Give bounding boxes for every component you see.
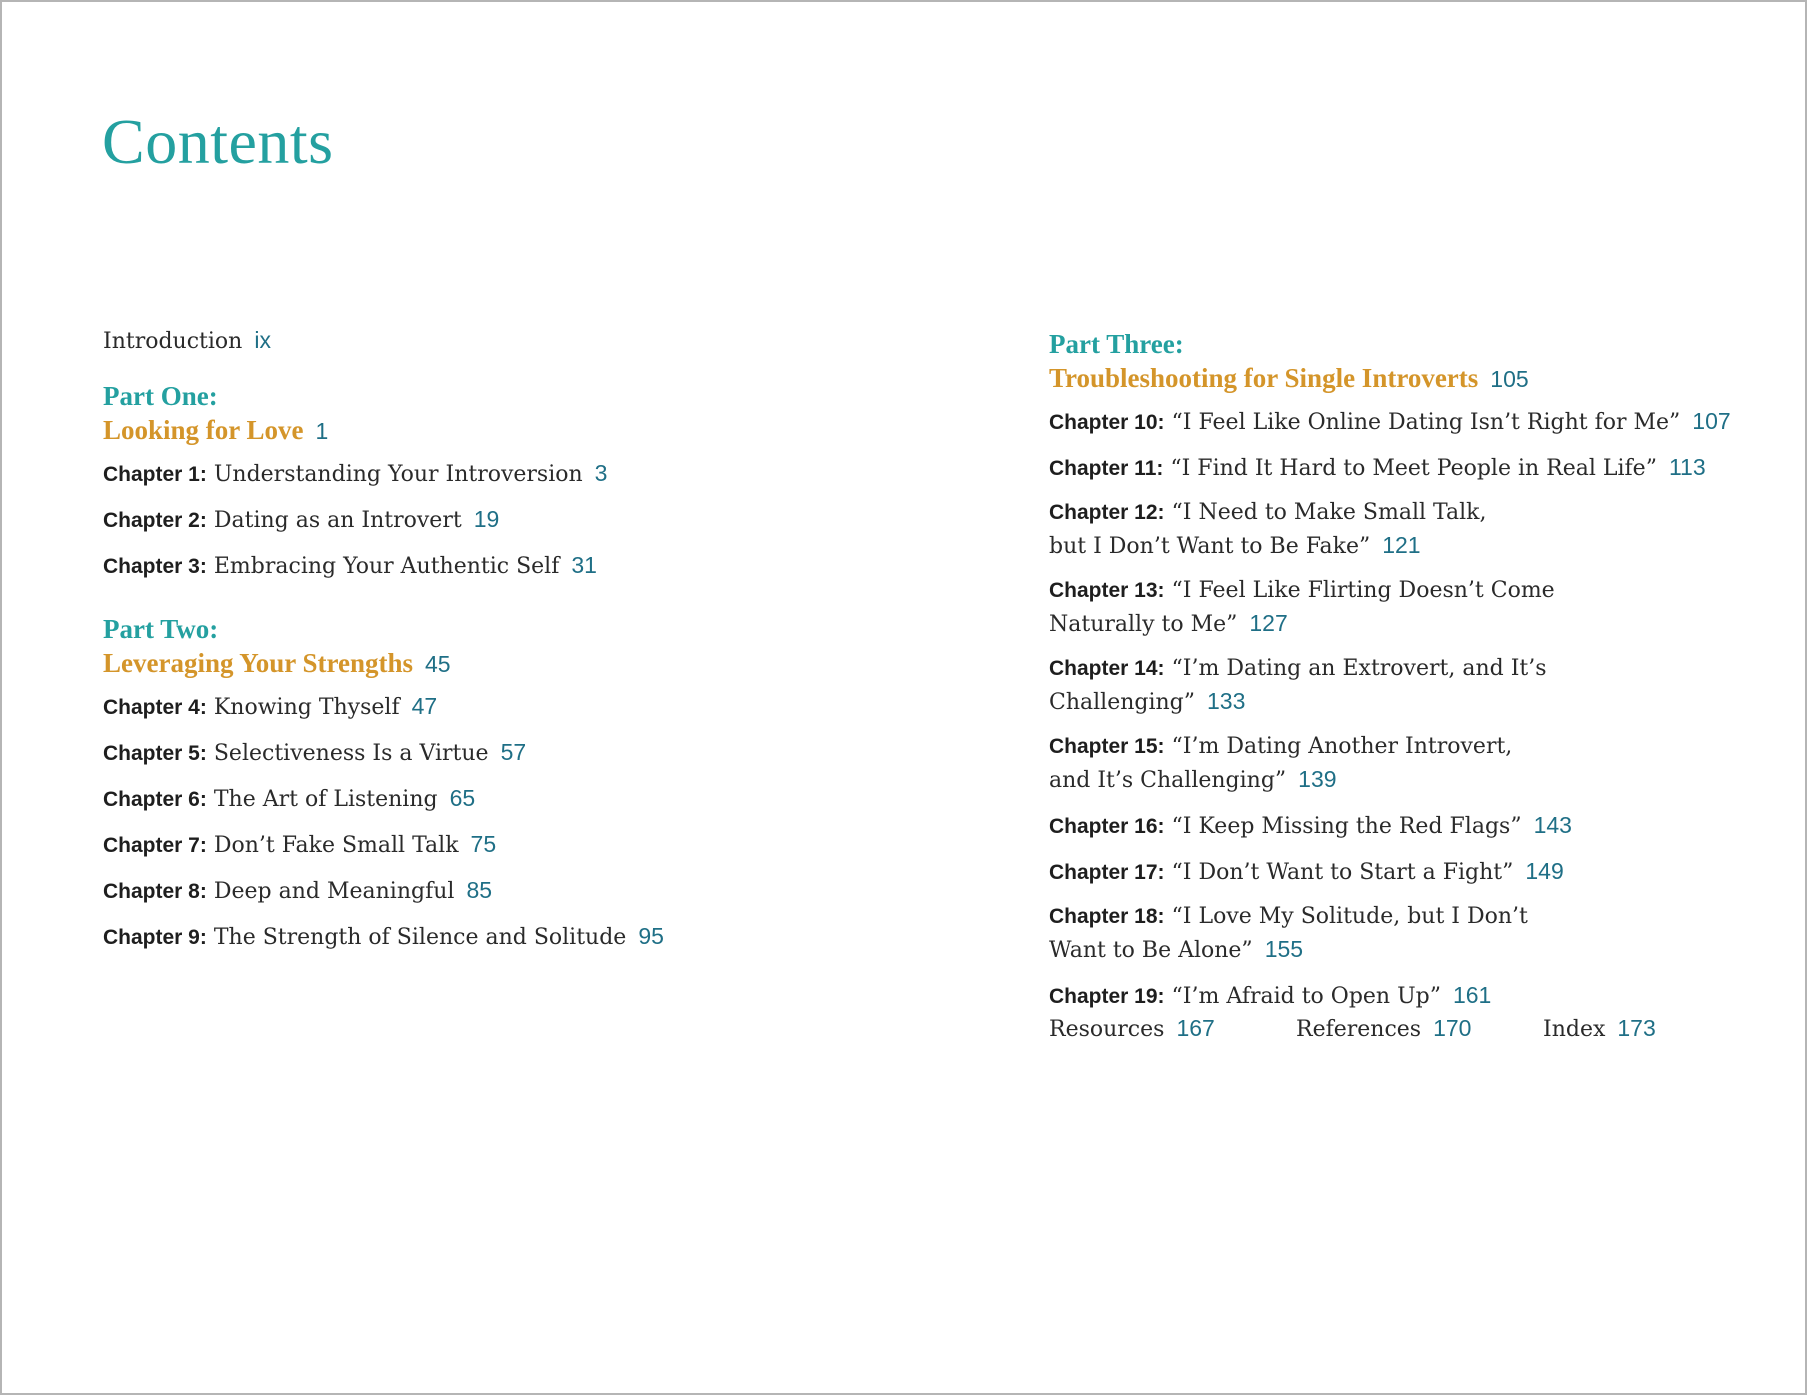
toc-entry-chapter-4[interactable] [103, 690, 664, 724]
backmatter-label: Resources [1049, 1017, 1165, 1042]
chapter-title: “I Feel Like Online Dating Isn’t Right for Me” [1171, 410, 1681, 435]
toc-entry-chapter-10[interactable] [1049, 405, 1789, 439]
toc-entry-chapter-3[interactable] [103, 549, 664, 583]
page-number: 139 [1298, 766, 1337, 792]
chapter-label: Chapter 19: [1049, 985, 1165, 1008]
chapter-label: Chapter 10: [1049, 411, 1165, 434]
page-number: 3 [594, 460, 608, 486]
intro-label: Introduction [103, 329, 243, 354]
toc-entry-chapter-9[interactable] [103, 920, 664, 954]
part-three [1049, 328, 1789, 1013]
page-number: 113 [1668, 454, 1706, 480]
page-number: 161 [1452, 982, 1492, 1008]
toc-entry-chapter-6[interactable] [103, 782, 664, 816]
chapter-title: The Art of Listening [213, 787, 438, 812]
chapter-title: Selectiveness Is a Virtue [213, 741, 489, 766]
toc-entry-chapter-16[interactable] [1049, 809, 1789, 843]
chapter-label: Chapter 8: [103, 880, 207, 903]
right-column [1049, 328, 1789, 1025]
part-two [103, 613, 664, 954]
page-number: 170 [1433, 1015, 1472, 1041]
chapter-label: Chapter 15: [1049, 735, 1165, 758]
toc-entry-resources[interactable] [1049, 1015, 1215, 1042]
page-number: 1 [315, 418, 329, 444]
chapter-label: Chapter 2: [103, 509, 207, 532]
chapter-label: Chapter 7: [103, 834, 207, 857]
part-one [103, 380, 664, 583]
chapter-title: Don’t Fake Small Talk [213, 833, 459, 858]
chapter-title-continued: but I Don’t Want to Be Fake” [1049, 534, 1371, 559]
chapter-title: “I’m Dating an Extrovert, and It’s [1171, 656, 1547, 681]
chapter-title: “I Feel Like Flirting Doesn’t Come [1171, 578, 1555, 603]
toc-entry-part-one[interactable] [103, 413, 664, 448]
chapter-title-continued: and It’s Challenging” [1049, 768, 1287, 793]
toc-entry-references[interactable] [1296, 1015, 1471, 1042]
chapter-title: Deep and Meaningful [213, 879, 455, 904]
page-number: 65 [449, 785, 476, 811]
chapter-title: Embracing Your Authentic Self [213, 554, 560, 579]
toc-entry-introduction[interactable] [103, 324, 664, 358]
chapter-title: Dating as an Introvert [213, 508, 462, 533]
part-title: Looking for Love [103, 415, 304, 445]
spacer [103, 595, 664, 613]
toc-entry-part-two[interactable] [103, 646, 664, 681]
backmatter-label: Index [1543, 1017, 1606, 1042]
page-number: 107 [1692, 408, 1731, 434]
page-number: ix [254, 327, 271, 353]
page-title: Contents [102, 106, 334, 177]
toc-entry-part-three[interactable] [1049, 361, 1789, 396]
page-number: 127 [1249, 610, 1288, 636]
part-title: Troubleshooting for Single Introverts [1049, 363, 1479, 393]
part-title: Leveraging Your Strengths [103, 648, 414, 678]
page-number: 57 [500, 739, 527, 765]
chapter-label: Chapter 9: [103, 926, 207, 949]
toc-entry-chapter-19[interactable] [1049, 979, 1789, 1013]
chapter-title-continued: Challenging” [1049, 690, 1195, 715]
toc-entry-chapter-18[interactable] [1049, 901, 1789, 967]
page-number: 121 [1382, 532, 1421, 558]
chapter-label: Chapter 6: [103, 788, 207, 811]
chapter-label: Chapter 16: [1049, 815, 1165, 838]
page-number: 75 [470, 831, 497, 857]
page-number: 149 [1525, 858, 1564, 884]
chapter-title: The Strength of Silence and Solitude [213, 925, 627, 950]
part-label: Part One: [103, 381, 218, 411]
page-number: 133 [1207, 688, 1246, 714]
chapter-label: Chapter 12: [1049, 501, 1165, 524]
chapter-title: “I’m Afraid to Open Up” [1171, 984, 1441, 1009]
chapter-label: Chapter 3: [103, 555, 207, 578]
toc-entry-chapter-1[interactable] [103, 457, 664, 491]
chapter-title: “I Love My Solitude, but I Don’t [1171, 904, 1528, 929]
page-number: 45 [425, 651, 451, 677]
toc-entry-index[interactable] [1543, 1015, 1656, 1042]
left-column [103, 324, 664, 966]
page-number: 85 [466, 877, 493, 903]
backmatter-label: References [1296, 1017, 1422, 1042]
chapter-title: “I Find It Hard to Meet People in Real Life” [1170, 456, 1657, 481]
toc-entry-chapter-12[interactable] [1049, 497, 1789, 563]
toc-entry-chapter-14[interactable] [1049, 653, 1789, 719]
chapter-label: Chapter 14: [1049, 657, 1165, 680]
toc-entry-chapter-11[interactable] [1049, 451, 1789, 485]
chapter-title: “I Need to Make Small Talk, [1171, 500, 1487, 525]
page-number: 31 [571, 552, 597, 578]
part-label: Part Two: [103, 614, 219, 644]
toc-entry-chapter-13[interactable] [1049, 575, 1789, 641]
part-label: Part Three: [1049, 329, 1184, 359]
page-number: 167 [1176, 1015, 1215, 1041]
chapter-title: Understanding Your Introversion [213, 462, 583, 487]
chapter-title-continued: Want to Be Alone” [1049, 938, 1253, 963]
chapter-label: Chapter 5: [103, 742, 207, 765]
toc-entry-chapter-17[interactable] [1049, 855, 1789, 889]
chapter-label: Chapter 4: [103, 696, 207, 719]
chapter-title-continued: Naturally to Me” [1049, 612, 1238, 637]
chapter-title: “I Don’t Want to Start a Fight” [1171, 860, 1514, 885]
toc-entry-chapter-15[interactable] [1049, 731, 1789, 797]
page-number: 19 [473, 506, 500, 532]
chapter-label: Chapter 1: [103, 463, 207, 486]
page-number: 173 [1617, 1015, 1656, 1041]
chapter-label: Chapter 18: [1049, 905, 1165, 928]
chapter-title: “I’m Dating Another Introvert, [1171, 734, 1513, 759]
chapter-label: Chapter 17: [1049, 861, 1165, 884]
page-number: 47 [411, 693, 438, 719]
page-number: 95 [638, 923, 664, 949]
toc-entry-chapter-2[interactable] [103, 503, 664, 537]
toc-entry-chapter-5[interactable] [103, 736, 664, 770]
chapter-label: Chapter 13: [1049, 579, 1165, 602]
page-number: 155 [1264, 936, 1304, 962]
chapter-label: Chapter 11: [1049, 457, 1164, 480]
chapter-title: “I Keep Missing the Red Flags” [1171, 814, 1522, 839]
toc-entry-chapter-8[interactable] [103, 874, 664, 908]
chapter-title: Knowing Thyself [213, 695, 400, 720]
page-number: 105 [1490, 366, 1529, 392]
toc-entry-chapter-7[interactable] [103, 828, 664, 862]
page-number: 143 [1533, 812, 1572, 838]
